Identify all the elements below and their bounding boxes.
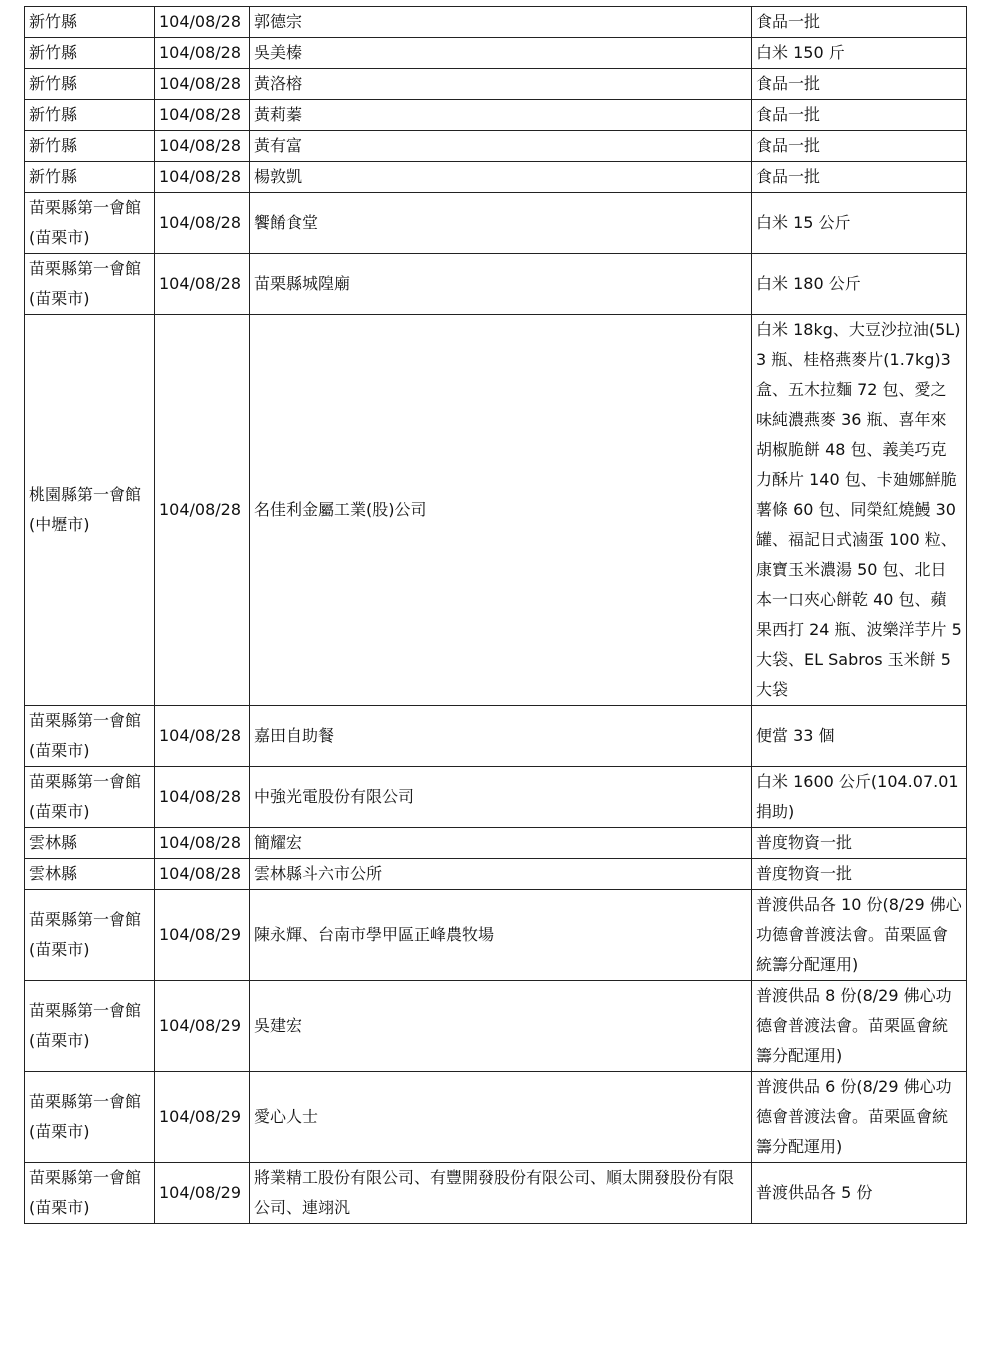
item-cell: 食品一批 xyxy=(752,162,967,193)
item-cell: 便當 33 個 xyxy=(752,706,967,767)
item-cell: 普度物資一批 xyxy=(752,828,967,859)
table-row xyxy=(25,859,967,890)
donation-table xyxy=(24,6,967,1224)
location-cell: 雲林縣 xyxy=(25,859,155,890)
item-cell: 食品一批 xyxy=(752,131,967,162)
location-cell: 新竹縣 xyxy=(25,162,155,193)
item-cell: 食品一批 xyxy=(752,7,967,38)
donor-cell: 愛心人士 xyxy=(250,1072,752,1163)
table-row xyxy=(25,193,967,254)
location-cell: 新竹縣 xyxy=(25,38,155,69)
table-row xyxy=(25,1163,967,1224)
donor-cell: 簡耀宏 xyxy=(250,828,752,859)
location-cell: 雲林縣 xyxy=(25,828,155,859)
date-cell: 104/08/28 xyxy=(155,859,250,890)
donor-cell: 楊敦凱 xyxy=(250,162,752,193)
location-cell: 新竹縣 xyxy=(25,100,155,131)
item-cell: 普渡供品各 10 份(8/29 佛心功德會普渡法會。苗栗區會統籌分配運用) xyxy=(752,890,967,981)
location-cell: 新竹縣 xyxy=(25,131,155,162)
item-cell: 食品一批 xyxy=(752,69,967,100)
table-row xyxy=(25,38,967,69)
location-cell: 苗栗縣第一會館 (苗栗市) xyxy=(25,1072,155,1163)
date-cell: 104/08/28 xyxy=(155,7,250,38)
date-cell: 104/08/28 xyxy=(155,162,250,193)
table-row xyxy=(25,7,967,38)
table-row xyxy=(25,981,967,1072)
table-row xyxy=(25,100,967,131)
location-cell: 苗栗縣第一會館 (苗栗市) xyxy=(25,767,155,828)
donor-cell: 黃有富 xyxy=(250,131,752,162)
location-cell: 苗栗縣第一會館 (苗栗市) xyxy=(25,193,155,254)
location-cell: 苗栗縣第一會館 (苗栗市) xyxy=(25,254,155,315)
location-cell: 苗栗縣第一會館 (苗栗市) xyxy=(25,890,155,981)
donor-cell: 吳建宏 xyxy=(250,981,752,1072)
item-cell: 白米 18kg、大豆沙拉油(5L)3 瓶、桂格燕麥片(1.7kg)3 盒、五木拉麵 72 包、愛之味純濃燕麥 36 瓶、喜年來胡椒脆餅 48 包、義美巧克力酥片 140 包、卡廸娜鮮脆薯條 60 包、同榮紅燒鰻 30 罐、福記日式滷蛋 100 粒、康寶玉米濃湯 50 包、北日本一口夾心餅乾 40 包、蘋果西打 24 瓶、波樂洋芋片 5 大袋、EL Sabros 玉米餅 5 大袋 xyxy=(752,315,967,706)
location-cell: 苗栗縣第一會館 (苗栗市) xyxy=(25,1163,155,1224)
item-cell: 白米 180 公斤 xyxy=(752,254,967,315)
item-cell: 普度物資一批 xyxy=(752,859,967,890)
location-cell: 苗栗縣第一會館 (苗栗市) xyxy=(25,981,155,1072)
location-cell: 新竹縣 xyxy=(25,7,155,38)
donor-cell: 苗栗縣城隍廟 xyxy=(250,254,752,315)
donor-cell: 黃莉蓁 xyxy=(250,100,752,131)
table-row xyxy=(25,706,967,767)
table-row xyxy=(25,890,967,981)
table-row xyxy=(25,767,967,828)
table-row xyxy=(25,162,967,193)
location-cell: 桃園縣第一會館 (中壢市) xyxy=(25,315,155,706)
donor-cell: 黃洛榕 xyxy=(250,69,752,100)
donor-cell: 雲林縣斗六市公所 xyxy=(250,859,752,890)
donor-cell: 名佳利金屬工業(股)公司 xyxy=(250,315,752,706)
donation-table-body xyxy=(25,7,967,1224)
item-cell: 普渡供品 8 份(8/29 佛心功德會普渡法會。苗栗區會統籌分配運用) xyxy=(752,981,967,1072)
item-cell: 普渡供品 6 份(8/29 佛心功德會普渡法會。苗栗區會統籌分配運用) xyxy=(752,1072,967,1163)
date-cell: 104/08/28 xyxy=(155,38,250,69)
table-row xyxy=(25,131,967,162)
table-row xyxy=(25,254,967,315)
date-cell: 104/08/29 xyxy=(155,981,250,1072)
donor-cell: 嘉田自助餐 xyxy=(250,706,752,767)
table-row xyxy=(25,315,967,706)
donor-cell: 中強光電股份有限公司 xyxy=(250,767,752,828)
date-cell: 104/08/28 xyxy=(155,828,250,859)
location-cell: 苗栗縣第一會館 (苗栗市) xyxy=(25,706,155,767)
donor-cell: 吳美榛 xyxy=(250,38,752,69)
donor-cell: 郭德宗 xyxy=(250,7,752,38)
donor-cell: 將業精工股份有限公司、有豐開發股份有限公司、順太開發股份有限公司、連翊汎 xyxy=(250,1163,752,1224)
table-row xyxy=(25,828,967,859)
date-cell: 104/08/28 xyxy=(155,767,250,828)
date-cell: 104/08/29 xyxy=(155,890,250,981)
item-cell: 白米 15 公斤 xyxy=(752,193,967,254)
date-cell: 104/08/28 xyxy=(155,706,250,767)
location-cell: 新竹縣 xyxy=(25,69,155,100)
date-cell: 104/08/29 xyxy=(155,1163,250,1224)
date-cell: 104/08/28 xyxy=(155,100,250,131)
donor-cell: 陳永輝、台南市學甲區正峰農牧場 xyxy=(250,890,752,981)
item-cell: 白米 1600 公斤(104.07.01 捐助) xyxy=(752,767,967,828)
table-row xyxy=(25,69,967,100)
date-cell: 104/08/28 xyxy=(155,193,250,254)
date-cell: 104/08/28 xyxy=(155,131,250,162)
date-cell: 104/08/29 xyxy=(155,1072,250,1163)
date-cell: 104/08/28 xyxy=(155,315,250,706)
item-cell: 普渡供品各 5 份 xyxy=(752,1163,967,1224)
date-cell: 104/08/28 xyxy=(155,69,250,100)
item-cell: 食品一批 xyxy=(752,100,967,131)
item-cell: 白米 150 斤 xyxy=(752,38,967,69)
donor-cell: 饗餚食堂 xyxy=(250,193,752,254)
table-row xyxy=(25,1072,967,1163)
date-cell: 104/08/28 xyxy=(155,254,250,315)
